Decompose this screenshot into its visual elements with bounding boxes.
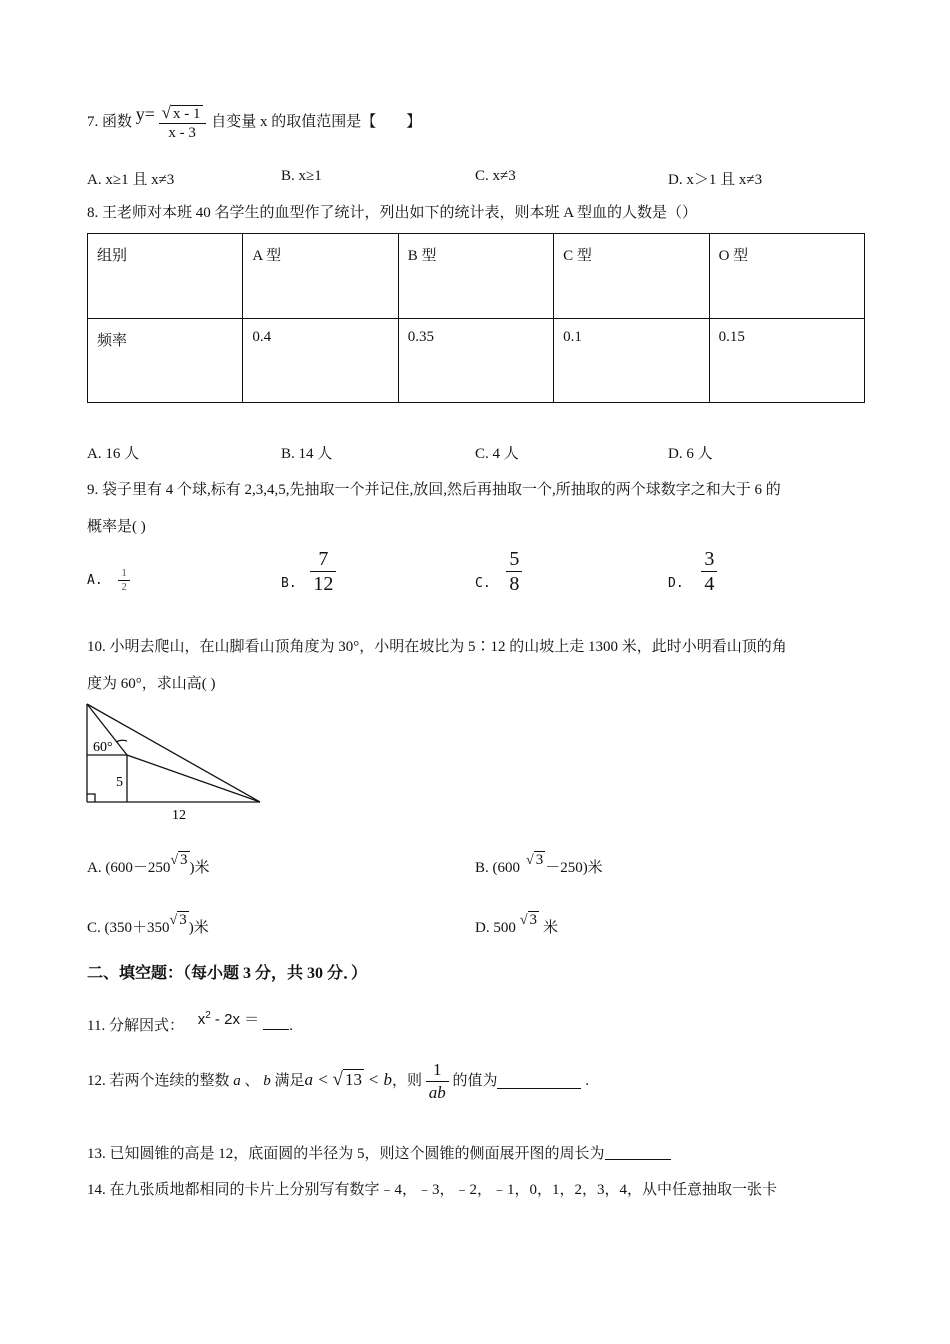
section-heading: 二、填空题：（每小题 3 分，共 30 分．）	[87, 965, 368, 982]
question-12: 12. 若两个连续的整数 a 、 b 满足a < √ 13 < b，则 $\frac{1}{ab}$ 的值为 .	[87, 1052, 589, 1108]
q8-option-a[interactable]: A. 16 人	[87, 446, 140, 462]
table-cell: 0.4	[243, 318, 398, 403]
q9-option-c[interactable]: C. $\frac{5}{8}$	[475, 546, 522, 596]
table-cell: A 型	[243, 234, 398, 319]
table-row	[88, 318, 865, 403]
sqrt-sign-icon: √	[169, 913, 178, 928]
q7-option-c[interactable]: C. x≠3	[475, 168, 516, 184]
q9-option-a[interactable]: A. $\frac{1}{2}$	[87, 560, 130, 600]
q8-option-d[interactable]: D. 6 人	[668, 446, 713, 462]
q7-option-d[interactable]: D. x＞1 且 x≠3	[668, 172, 763, 188]
question-13: 13. 已知圆锥的高是 12，底面圆的半径为 5，则这个圆锥的侧面展开图的周长为	[87, 1142, 671, 1163]
q10-line1: 10. 小明去爬山，在山脚看山顶角度为 30°，小明在坡比为 5∶12 的山坡上走 1300 米，此时小明看山顶的角	[87, 639, 787, 655]
mountain-slope-figure	[80, 698, 270, 823]
q7-option-b[interactable]: B. x≥1	[281, 168, 322, 184]
table-cell: 0.1	[554, 318, 709, 403]
question-11: 11. 分解因式： $x^2 - 2x$ ＝ .	[87, 1010, 294, 1034]
q9-option-c-fraction: $\frac{5}{8}$	[506, 547, 522, 596]
q10-line2: 度为 60°，求山高( )	[87, 676, 216, 692]
q12-answer-blank[interactable]	[497, 1072, 581, 1089]
sqrt-sign-icon: √	[161, 102, 172, 122]
q10-option-a[interactable]: A. (600－250√ 3 )米	[87, 852, 210, 876]
q9-line1: 9. 袋子里有 4 个球,标有 2,3,4,5,先抽取一个并记住,放回,然后再抽取一个,所抽取的两个球数字之和大于 6 的	[87, 482, 781, 498]
sqrt-sign-icon: √	[332, 1069, 343, 1090]
q7-numerator: √ x - 1	[159, 103, 206, 124]
question-7	[87, 94, 422, 142]
q10-option-c[interactable]: C. (350＋350√ 3 )米	[87, 912, 209, 936]
q7-fraction	[159, 103, 206, 142]
q12-fraction: $\frac{1}{ab}$	[426, 1059, 449, 1104]
table-cell: 0.15	[709, 318, 864, 403]
sqrt-sign-icon: √	[519, 913, 528, 928]
q11-expression: $x^2 - 2x$ ＝	[197, 1010, 260, 1028]
q10-option-b[interactable]: B. (600 √ 3 －250)米	[475, 852, 603, 876]
q9-option-b[interactable]: B. $\frac{7}{12}$	[281, 546, 336, 596]
figure-slope-line	[127, 755, 260, 802]
table-cell: 0.35	[398, 318, 553, 403]
q10-option-d[interactable]: D. 500 √ 3 米	[475, 912, 559, 936]
q13-answer-blank[interactable]	[605, 1145, 671, 1160]
table-cell: 组别	[88, 234, 243, 319]
q9-option-b-fraction: $\frac{7}{12}$	[310, 547, 336, 596]
figure-vert-label: 5	[116, 775, 123, 790]
q7-prefix: 7. 函数	[87, 114, 133, 130]
q7-denominator: x - 3	[168, 125, 196, 142]
q9-option-d[interactable]: D. $\frac{3}{4}$	[668, 546, 717, 596]
table-cell: C 型	[554, 234, 709, 319]
table-cell: 频率	[88, 318, 243, 403]
table-cell: B 型	[398, 234, 553, 319]
angle-arc-icon	[116, 740, 127, 742]
q7-option-a[interactable]: A. x≥1 且 x≠3	[87, 172, 175, 188]
sqrt-sign-icon: √	[526, 853, 534, 868]
q7-suffix: 自变量 x 的取值范围是【 】	[211, 114, 422, 130]
q9-line2: 概率是( )	[87, 519, 146, 535]
blood-type-table	[87, 233, 865, 403]
q8-option-c[interactable]: C. 4 人	[475, 446, 519, 462]
figure-horiz-label: 12	[172, 808, 186, 823]
figure-angle-label: 60°	[93, 740, 113, 755]
q8-text: 8. 王老师对本班 40 名学生的血型作了统计，列出如下的统计表，则本班 A 型血的人数是（）	[87, 205, 698, 221]
right-angle-icon	[87, 794, 95, 802]
q7-y-equals: y=	[135, 104, 155, 124]
table-header-row	[88, 234, 865, 319]
sqrt-sign-icon: √	[170, 853, 179, 868]
q8-option-b[interactable]: B. 14 人	[281, 446, 333, 462]
q9-option-d-fraction: $\frac{3}{4}$	[701, 547, 717, 596]
figure-hypotenuse	[87, 704, 260, 802]
q11-answer-blank[interactable]	[263, 1029, 289, 1030]
table-cell: O 型	[709, 234, 864, 319]
q9-option-a-fraction: $\frac{1}{2}$	[118, 567, 130, 594]
question-14: 14. 在九张质地都相同的卡片上分别写有数字﹣4，﹣3，﹣2，﹣1，0，1，2，3，4，从中任意抽取一张卡	[87, 1182, 778, 1198]
